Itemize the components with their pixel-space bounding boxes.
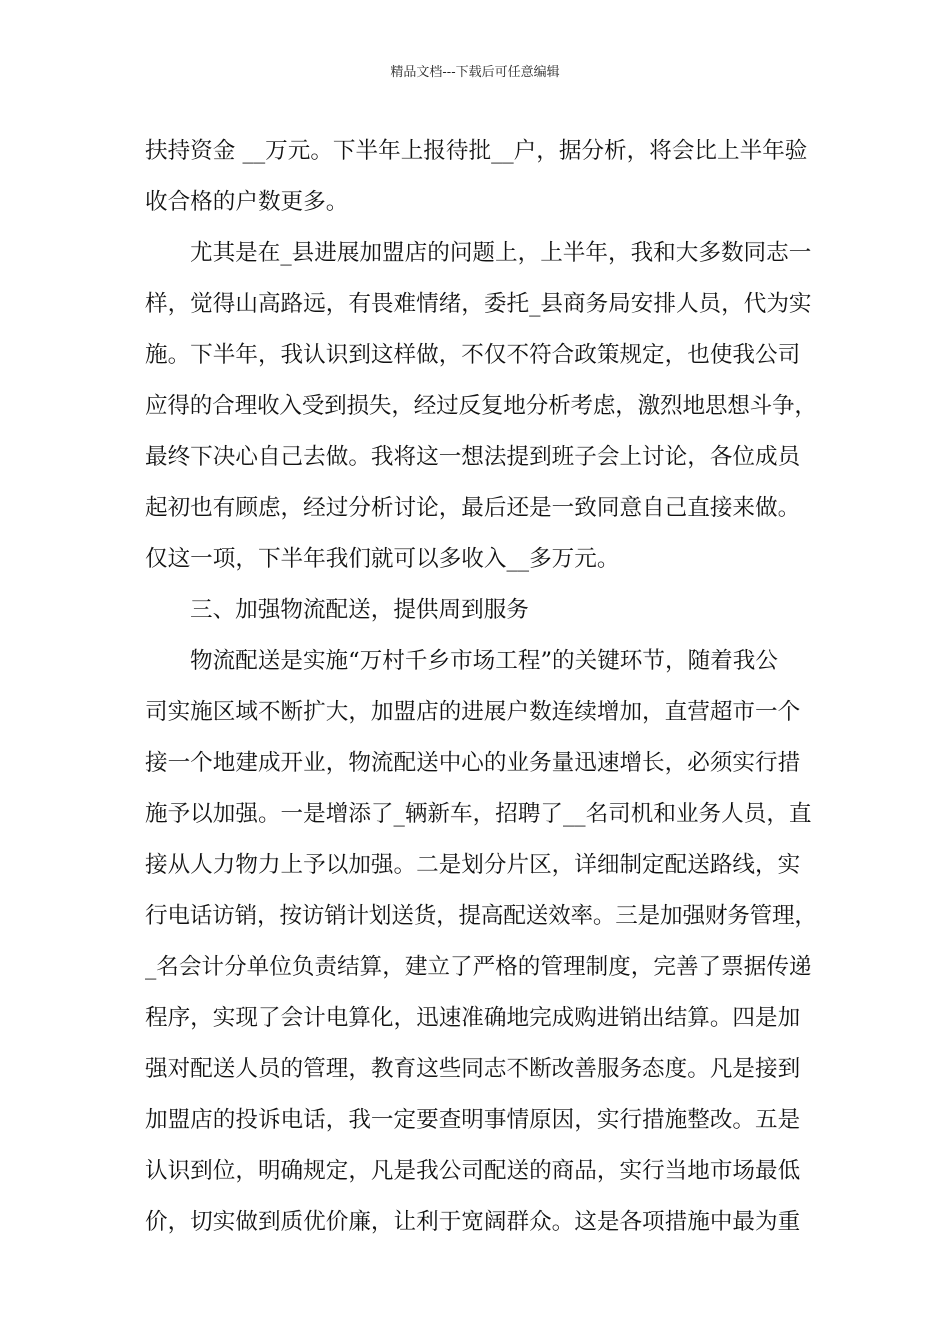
text-line: 认识到位，明确规定，凡是我公司配送的商品，实行当地市场最低 [145,1158,801,1184]
text-line: 应得的合理收入受到损失，经过反复地分析考虑，激烈地思想斗争， [145,393,817,419]
text-line: 三、加强物流配送，提供周到服务 [190,597,529,623]
text-line: 最终下决心自己去做。我将这一想法提到班子会上讨论，各位成员 [145,444,801,470]
text-line: 物流配送是实施“万村千乡市场工程”的关键环节，随着我公 [190,648,778,674]
text-line: 接一个地建成开业，物流配送中心的业务量迅速增长，必须实行措 [145,750,801,776]
text-line: 收合格的户数更多。 [145,189,349,215]
text-line: 尤其是在_县进展加盟店的问题上，上半年，我和大多数同志一 [190,240,812,266]
text-line: 施予以加强。一是增添了_辆新车，招聘了__名司机和业务人员，直 [145,801,812,827]
text-line: 扶持资金 __万元。下半年上报待批__户，据分析，将会比上半年验 [145,138,808,164]
text-line: 仅这一项，下半年我们就可以多收入__多万元。 [145,546,620,572]
page-header: 精品文档---下载后可任意编辑 [390,65,560,80]
text-line: 行电话访销，按访销计划送货，提高配送效率。三是加强财务管理， [145,903,817,929]
text-line: 样，觉得山高路远，有畏难情绪，委托_县商务局安排人员，代为实 [145,291,812,317]
text-line: 程序，实现了会计电算化，迅速准确地完成购进销出结算。四是加 [145,1005,801,1031]
text-line: 起初也有顾虑，经过分析讨论，最后还是一致同意自己直接来做。 [145,495,801,521]
text-line: 价，切实做到质优价廉，让利于宽阔群众。这是各项措施中最为重 [145,1209,801,1235]
text-line: 施。下半年，我认识到这样做，不仅不符合政策规定，也使我公司 [145,342,801,368]
document-body [145,126,817,1248]
text-line: 接从人力物力上予以加强。二是划分片区，详细制定配送路线，实 [145,852,801,878]
text-line: 强对配送人员的管理，教育这些同志不断改善服务态度。凡是接到 [145,1056,801,1082]
text-line: 司实施区域不断扩大，加盟店的进展户数连续增加，直营超市一个 [145,699,801,725]
text-line: 加盟店的投诉电话，我一定要查明事情原因，实行措施整改。五是 [145,1107,801,1133]
text-line: _名会计分单位负责结算，建立了严格的管理制度，完善了票据传递 [145,954,812,980]
